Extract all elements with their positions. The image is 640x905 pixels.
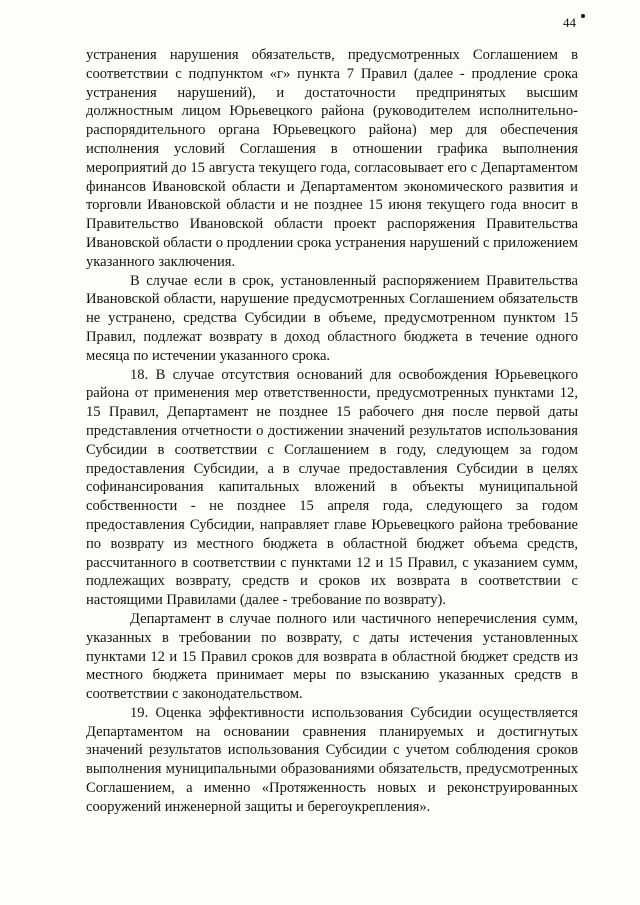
document-body	[86, 46, 578, 817]
paragraph-deadline-violation: В случае если в срок, установленный распоряжением Правительства Ивановской области, нарушение предусмотренных Соглашением обязательств не устранено, средства Субсидии в объеме, предусмотренном пунктом 15 Правил, подлежат возврату в доход областного бюджета в течение одного месяца по истечении указанного срока.	[86, 272, 578, 364]
paragraph-recovery-measures: Департамент в случае полного или частичного неперечисления сумм, указанных в требовании по возврату, с даты истечения установленных пунктами 12 и 15 Правил сроков для возврата в областной бюджет средств из местного бюджета принимает меры по взысканию указанных средств в соответствии с законодательством.	[86, 610, 578, 703]
paragraph-continuation: устранения нарушения обязательств, предусмотренных Соглашением в соответствии с подпунктом «г» пункта 7 Правил (далее - продление срока устранения нарушений), и достаточности предпринятых высшим должностным лицом Юрьевецкого района (руководителем исполнительно-распорядительного органа Юрьевецкого района) мер для обеспечения исполнения условий Соглашения в отношении графика выполнения мероприятий до 15 августа текущего года, согласовывает его с Департаментом финансов Ивановской области и Департаментом экономического развития и торговли Ивановской области и не позднее 15 июня текущего года вносит в Правительство Ивановской области проект распоряжения Правительства Ивановской области о продлении срока устранения нарушений с приложением указанного заключения.	[86, 47, 578, 270]
paragraph-section-19: 19. Оценка эффективности использования Субсидии осуществляется Департаментом на основании сравнения планируемых и достигнутых значений результатов использования Субсидии с учетом соблюдения сроков выполнения муниципальными образованиями обязательств, предусмотренных Соглашением, а именно «Протяженность новых и реконструированных сооружений инженерной защиты и берегоукрепления».	[86, 704, 578, 815]
page-number: 44	[563, 15, 576, 30]
paragraph-section-18: 18. В случае отсутствия оснований для освобождения Юрьевецкого района от применения мер ответственности, предусмотренных пунктами 12, 15 Правил, Департамент не позднее 15 рабочего дня после первой даты представления отчетности о достижении значений результатов использования Субсидии в соответствии с Соглашением в году, следующем за годом предоставления Субсидии, а в случае предоставления Субсидии в целях софинансирования капитальных вложений в объекты муниципальной собственности - не позднее 15 апреля года, следующего за годом предоставления Субсидии, направляет главе Юрьевецкого района требование по возврату из местного бюджета в областной бюджет объема средств, рассчитанного в соответствии с пунктами 12 и 15 Правил, с указанием сумм, подлежащих возврату, средств и сроков их возврата в соответствии с настоящими Правилами (далее - требование по возврату).	[86, 366, 578, 609]
scan-speck	[581, 14, 585, 18]
